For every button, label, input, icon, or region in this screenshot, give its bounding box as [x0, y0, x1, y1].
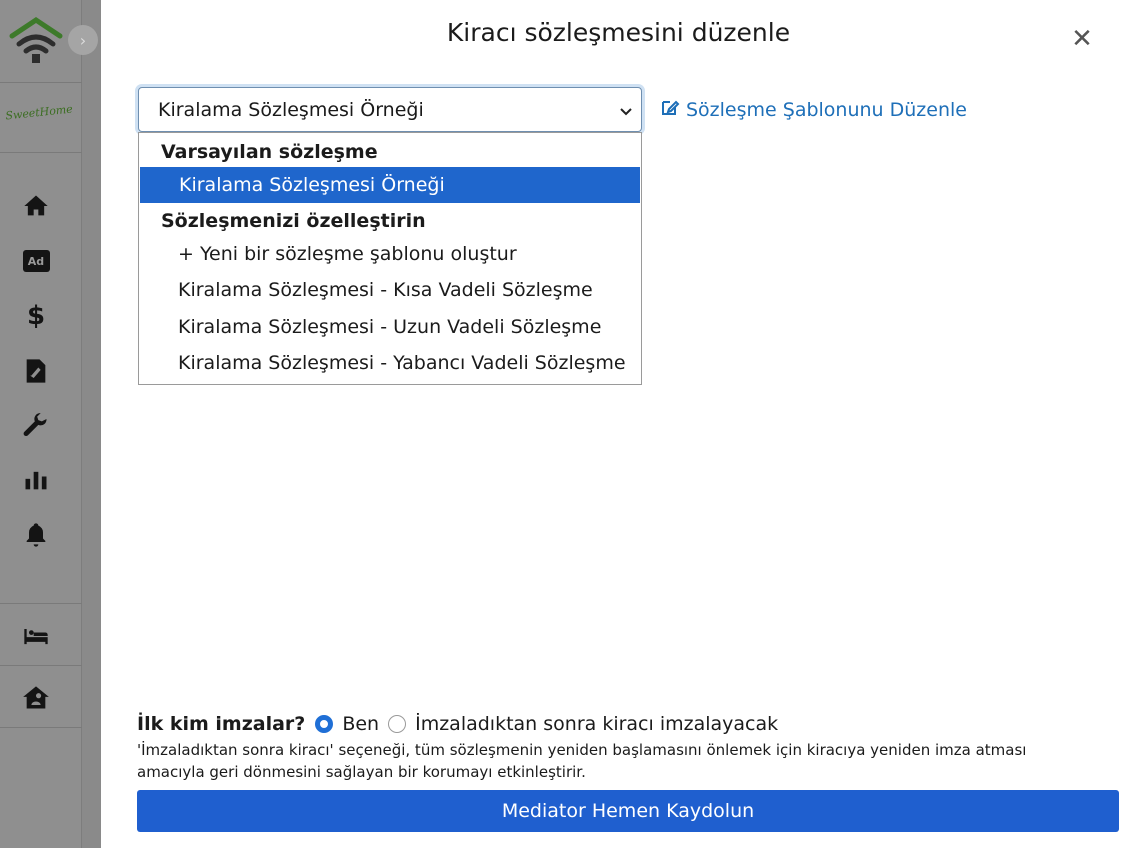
select-value: Kiralama Sözleşmesi Örneği — [158, 98, 424, 121]
radio-tenant-after[interactable] — [388, 715, 406, 733]
edit-icon — [660, 97, 680, 122]
wifi-house-logo-icon — [8, 14, 64, 66]
sidebar-divider — [0, 665, 82, 666]
sidebar-divider — [0, 603, 82, 604]
sidebar-toggle-button[interactable] — [68, 25, 98, 55]
radio-tenant-after-label: İmzaladıktan sonra kiracı imzalayacak — [415, 713, 779, 735]
sidebar-divider — [0, 152, 82, 153]
home-icon[interactable] — [20, 190, 52, 222]
brand-logo: SweetHome — [4, 102, 74, 122]
edit-tenant-contract-modal — [101, 0, 1136, 848]
option-long-term[interactable]: Kiralama Sözleşmesi - Uzun Vadeli Sözleşme — [178, 316, 602, 338]
signing-question: İlk kim imzalar? — [137, 713, 306, 735]
modal-title: Kiracı sözleşmesini düzenle — [446, 18, 791, 47]
mediator-signup-button[interactable]: Mediator Hemen Kaydolun — [137, 790, 1119, 832]
contract-template-dropdown — [138, 132, 642, 385]
signing-note: 'İmzaladıktan sonra kiracı' seçeneği, tüm sözleşmenin yeniden başlamasını önlemek için kiracıya yeniden imza atması amacıyla geri dönmesini sağlayan bir korumayı etkinleştirir. — [137, 741, 1027, 781]
close-button[interactable] — [1067, 24, 1097, 54]
sidebar-divider — [0, 727, 82, 728]
option-foreign-term[interactable]: Kiralama Sözleşmesi - Yabancı Vadeli Sözleşme — [178, 352, 626, 374]
bar-chart-icon[interactable] — [20, 464, 52, 496]
optgroup-label: Varsayılan sözleşme — [161, 141, 378, 163]
contract-template-select[interactable] — [138, 87, 642, 132]
edit-template-label: Sözleşme Şablonunu Düzenle — [686, 98, 967, 121]
edit-template-link[interactable] — [660, 97, 967, 122]
contract-sign-icon[interactable] — [20, 355, 52, 387]
chevron-right-icon: › — [79, 30, 87, 50]
radio-me[interactable] — [315, 715, 333, 733]
sidebar — [0, 0, 87, 848]
bed-icon[interactable] — [20, 620, 52, 652]
wrench-icon[interactable] — [20, 410, 52, 442]
house-user-icon[interactable] — [20, 682, 52, 714]
radio-me-label: Ben — [342, 713, 380, 735]
close-icon: ✕ — [1071, 24, 1093, 54]
option-short-term[interactable]: Kiralama Sözleşmesi - Kısa Vadeli Sözleşme — [178, 279, 593, 301]
chevron-down-icon — [619, 101, 633, 115]
dollar-icon[interactable]: $ — [26, 301, 46, 331]
bell-icon[interactable] — [20, 519, 52, 551]
ad-icon[interactable]: Ad — [20, 245, 52, 277]
sidebar-divider — [0, 82, 82, 83]
option-sample-lease[interactable]: Kiralama Sözleşmesi Örneği — [140, 167, 640, 203]
optgroup-label: Sözleşmenizi özelleştirin — [161, 210, 426, 232]
option-new-template[interactable]: + Yeni bir sözleşme şablonu oluştur — [178, 243, 517, 265]
signing-order-row — [137, 713, 787, 735]
